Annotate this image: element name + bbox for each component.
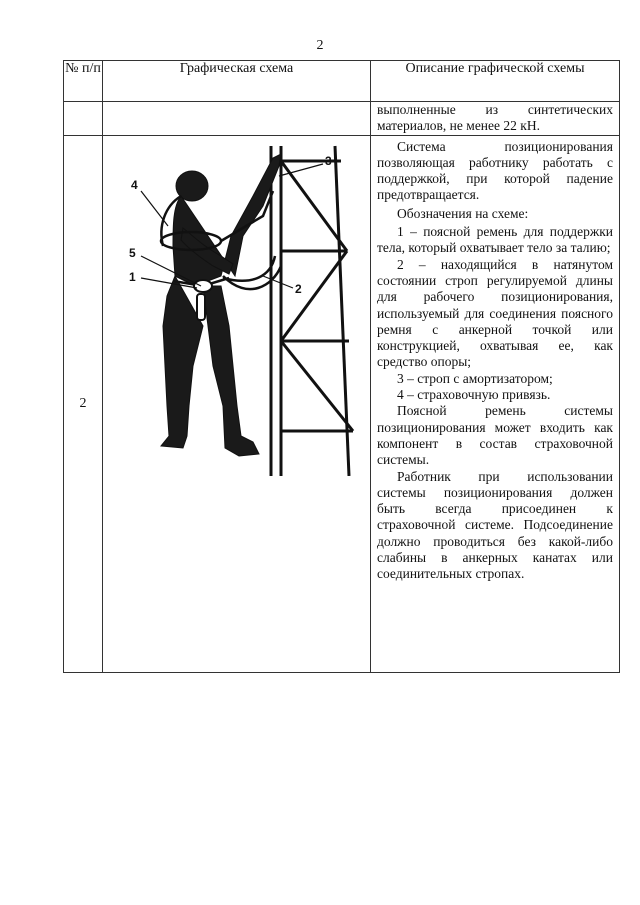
continuation-num-cell [64, 102, 103, 136]
continuation-scheme-cell [103, 102, 371, 136]
callout-2: 2 [295, 281, 302, 296]
document-table [63, 60, 620, 673]
scheme-cell [103, 135, 371, 672]
description-paragraph-2: Обозначения на схеме: [397, 205, 529, 221]
row-number: 2 [64, 135, 103, 672]
description-paragraph-5: 3 – строп с амортизатором; [397, 370, 553, 386]
header-num: № п/п [64, 61, 103, 102]
description-paragraph-8: Работник при использовании системы позиционирования должен быть всегда присоединен к страховочной системе. Подсоединение должно проводиться без какой-либо слабины в анкерных канатах или соединительных стропах. [377, 468, 613, 582]
page-number: 2 [316, 38, 324, 53]
description-paragraph-3: 1 – поясной ремень для поддержки тела, который охватывает тело за талию; [377, 224, 613, 256]
callout-4: 4 [131, 177, 138, 192]
positioning-system-illustration [103, 136, 371, 476]
worker-on-tower-drawing [103, 136, 371, 476]
callout-1: 1 [129, 269, 136, 284]
description-paragraph-1: Система позиционирования позволяющая работнику работать с поддержкой, при которой падение предотвращается. [377, 138, 613, 203]
table-row [64, 135, 620, 672]
callout-3: 3 [325, 153, 332, 168]
description-paragraph-4: 2 – находящийся в натянутом состоянии строп регулируемой длины для рабочего позиционирования, используемый для соединения поясного ремня с анкерной точкой или конструкцией, охватывая ее, как средство опоры; [377, 256, 613, 370]
description-paragraph-6: 4 – страховочную привязь. [397, 387, 551, 403]
continuation-row [64, 102, 620, 136]
header-description: Описание графической схемы [371, 61, 620, 102]
continuation-line-1: выполненные из синтетических [377, 102, 613, 117]
continuation-description-cell [371, 102, 620, 136]
callout-5: 5 [129, 245, 136, 260]
continuation-line-2: материалов, не менее 22 кН. [377, 118, 540, 134]
header-scheme: Графическая схема [103, 61, 371, 102]
table-header-row [64, 61, 620, 102]
description-paragraph-7: Поясной ремень системы позиционирования может входить как компонент в состав страховочной системы. [377, 403, 613, 468]
description-cell [371, 135, 620, 672]
